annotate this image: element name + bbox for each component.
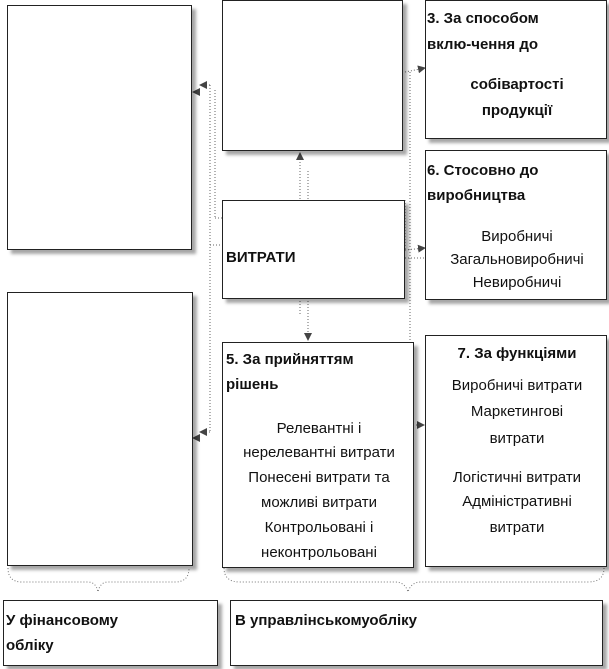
category-box-7 xyxy=(425,335,607,567)
category-box-5 xyxy=(222,342,414,568)
box5-line: Релевантні і xyxy=(276,420,362,437)
box3-title-line4: продукції xyxy=(481,102,553,119)
left-top-box xyxy=(7,5,192,250)
costs-center-box xyxy=(222,200,405,299)
top-middle-box xyxy=(222,0,403,151)
box6-item: Виробничі xyxy=(481,228,553,245)
financial-accounting-box xyxy=(3,600,218,666)
box3-title-line2: вклю-чення до xyxy=(427,36,539,53)
box7-line: Маркетингові xyxy=(470,403,564,420)
box7-title: 7. За функціями xyxy=(457,345,577,362)
center-label: ВИТРАТИ xyxy=(226,249,296,266)
box5-line: Понесені витрати та xyxy=(248,469,390,486)
box7-line: Виробничі витрати xyxy=(451,377,583,394)
left-bottom-box xyxy=(7,292,193,566)
box5-title-line2: рішень xyxy=(226,376,279,393)
box3-title-line3: собівартості xyxy=(470,76,564,93)
box5-line: Контрольовані і xyxy=(264,519,374,536)
financial-label-line2: обліку xyxy=(6,637,54,654)
financial-label-line1: У фінансовому xyxy=(6,612,118,629)
box7-line: Логістичні витрати xyxy=(452,469,582,486)
box7-line: витрати xyxy=(489,430,545,447)
box5-line: неконтрольовані xyxy=(261,544,377,561)
management-label: В управлінськомуобліку xyxy=(235,612,417,629)
category-box-3 xyxy=(425,0,607,139)
box7-line: витрати xyxy=(489,519,545,536)
box7-line: Адміністративні xyxy=(462,493,572,510)
box6-item: Загальновиробничі xyxy=(450,251,584,268)
management-accounting-box xyxy=(230,600,603,666)
category-box-6 xyxy=(425,150,607,300)
box6-item: Невиробничі xyxy=(472,274,562,291)
box5-line: нерелевантні витрати xyxy=(243,444,395,461)
box6-title-line2: виробництва xyxy=(427,187,526,204)
box3-title-line1: 3. За способом xyxy=(427,10,539,27)
box5-title-line1: 5. За прийняттям xyxy=(226,351,354,368)
box6-title-line1: 6. Стосовно до xyxy=(427,162,539,179)
box5-line: можливі витрати xyxy=(261,494,377,511)
